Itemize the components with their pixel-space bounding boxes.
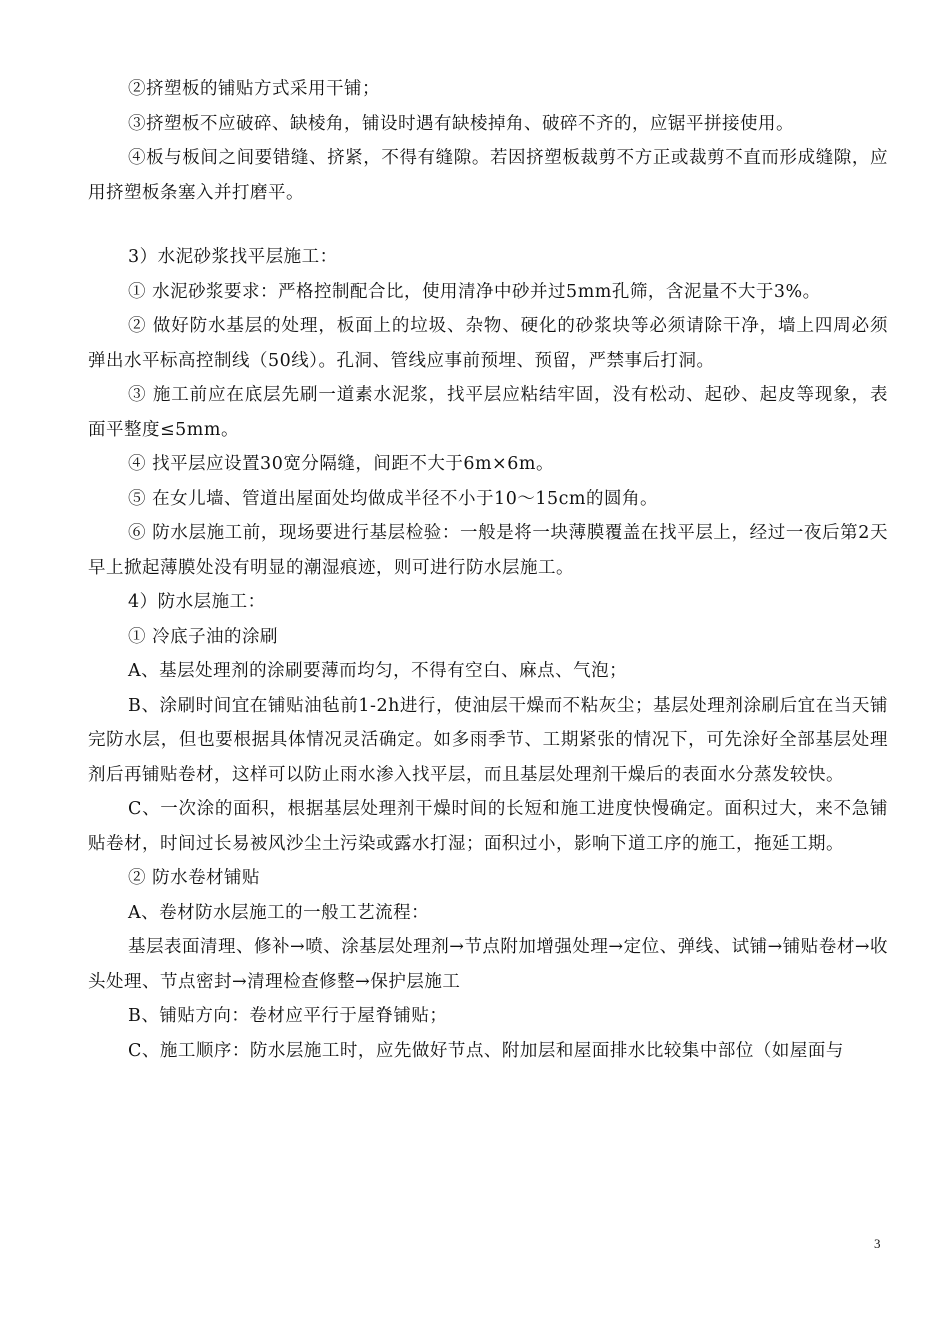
- paragraph: ③挤塑板不应破碎、缺棱角，铺设时遇有缺棱掉角、破碎不齐的，应锯平拼接使用。: [128, 113, 794, 134]
- section-heading: 3）水泥砂浆找平层施工：: [128, 247, 338, 267]
- page-number: 3: [874, 1236, 881, 1251]
- paragraph: A、卷材防水层施工的一般工艺流程：: [128, 902, 430, 923]
- section-heading: 4）防水层施工：: [128, 592, 266, 612]
- subheading: ② 防水卷材铺贴: [128, 868, 261, 888]
- paragraph: ②挤塑板的铺贴方式采用干铺；: [128, 79, 380, 99]
- process-flow: 基层表面清理、修补→喷、涂基层处理剂→节点附加增强处理→定位、弹线、试铺→铺贴卷材→收头处理、节点密封→清理检查修整→保护层施工: [88, 937, 888, 992]
- paragraph: ⑤ 在女儿墙、管道出屋面处均做成半径不小于10～15cm的圆角。: [128, 488, 658, 509]
- paragraph: C、施工顺序：防水层施工时，应先做好节点、附加层和屋面排水比较集中部位（如屋面与: [128, 1040, 844, 1061]
- section-gap: [88, 210, 888, 240]
- paragraph: ① 水泥砂浆要求：严格控制配合比，使用清净中砂并过5mm孔筛，含泥量不大于3%。: [128, 281, 821, 302]
- document-body: [88, 72, 888, 1068]
- paragraph: ② 做好防水基层的处理，板面上的垃圾、杂物、硬化的砂浆块等必须请除干净，墙上四周必须弹出水平标高控制线（50线）。孔洞、管线应事前预埋、预留，严禁事后打洞。: [88, 316, 888, 371]
- paragraph: B、铺贴方向：卷材应平行于屋脊铺贴；: [128, 1006, 448, 1026]
- paragraph: B、涂刷时间宜在铺贴油毡前1-2h进行，使油层干燥而不粘灰尘；基层处理剂涂刷后宜在当天铺完防水层，但也要根据具体情况灵活确定。如多雨季节、工期紧张的情况下，可先涂好全部基层处理剂后再铺贴卷材，这样可以防止雨水渗入找平层，而且基层处理剂干燥后的表面水分蒸发较快。: [88, 695, 888, 785]
- paragraph: ④ 找平层应设置30宽分隔缝，间距不大于6m×6m。: [128, 454, 554, 474]
- paragraph: ④板与板间之间要错缝、挤紧，不得有缝隙。若因挤塑板裁剪不方正或裁剪不直而形成缝隙，应用挤塑板条塞入并打磨平。: [88, 148, 888, 203]
- paragraph: ③ 施工前应在底层先刷一道素水泥浆，找平层应粘结牢固，没有松动、起砂、起皮等现象，表面平整度≤5mm。: [88, 385, 888, 440]
- subheading: ① 冷底子油的涂刷: [128, 626, 279, 647]
- paragraph: A、基层处理剂的涂刷要薄而均匀，不得有空白、麻点、气泡；: [128, 661, 628, 681]
- paragraph: C、一次涂的面积，根据基层处理剂干燥时间的长短和施工进度快慢确定。面积过大，来不急铺贴卷材，时间过长易被风沙尘土污染或露水打湿；面积过小，影响下道工序的施工，拖延工期。: [88, 799, 888, 854]
- paragraph: ⑥ 防水层施工前，现场要进行基层检验：一般是将一块薄膜覆盖在找平层上，经过一夜后第2天早上掀起薄膜处没有明显的潮湿痕迹，则可进行防水层施工。: [88, 523, 888, 578]
